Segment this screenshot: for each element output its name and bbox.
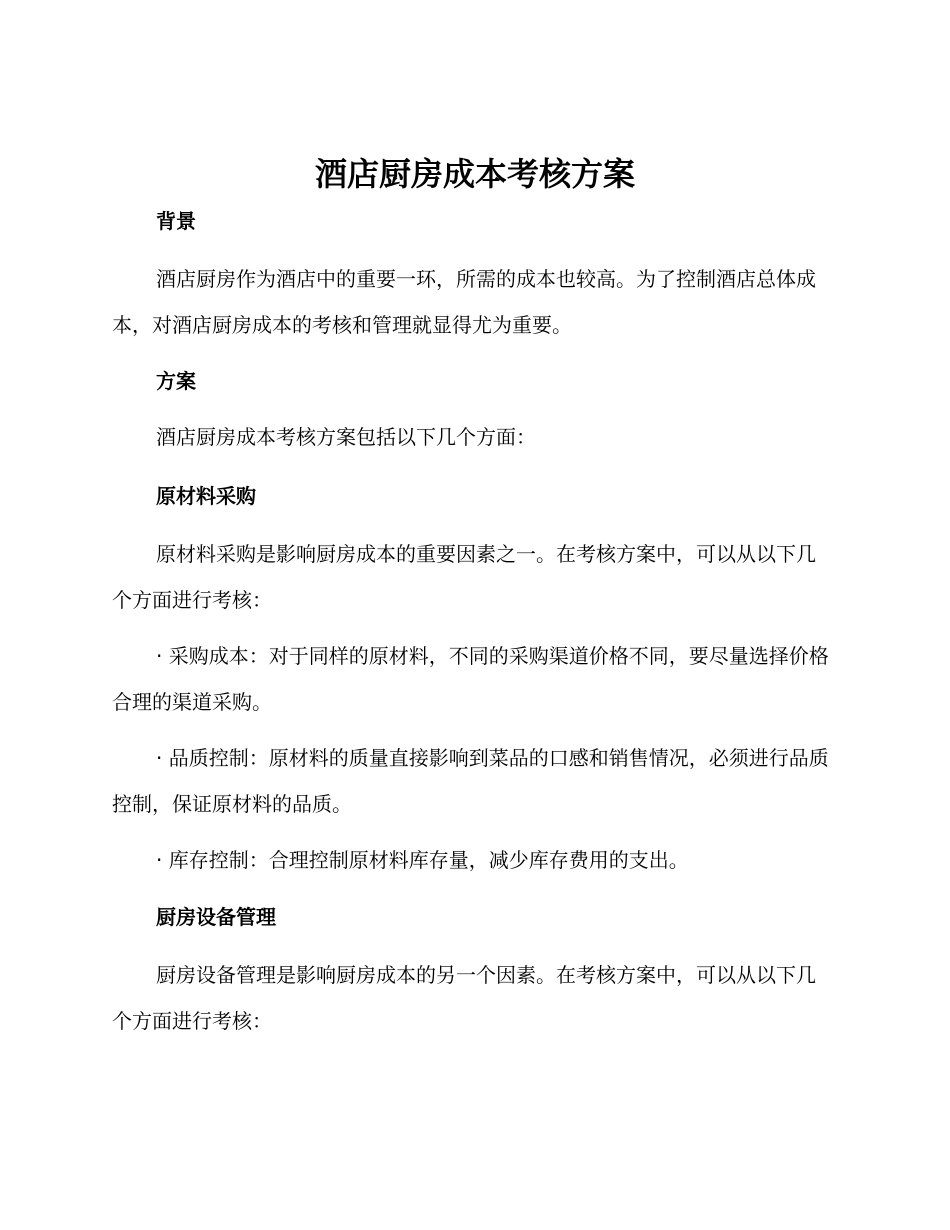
section-heading-raw-material-purchase: 原材料采购 [156, 484, 256, 508]
paragraph-plan-intro: 酒店厨房成本考核方案包括以下几个方面： [156, 425, 536, 449]
list-item-purchase-cost: · 采购成本：对于同样的原材料，不同的采购渠道价格不同，要尽量选择价格合理的渠道采购。 [112, 644, 829, 714]
list-item-inventory-control: · 库存控制：合理控制原材料库存量，减少库存费用的支出。 [156, 848, 689, 872]
paragraph-raw-material-purchase: 原材料采购是影响厨房成本的重要因素之一。在考核方案中，可以从以下几个方面进行考核： [112, 542, 816, 612]
paragraph-background: 酒店厨房作为酒店中的重要一环，所需的成本也较高。为了控制酒店总体成本，对酒店厨房成本的考核和管理就显得尤为重要。 [112, 267, 816, 337]
document-title: 酒店厨房成本考核方案 [314, 155, 635, 193]
paragraph-kitchen-equipment: 厨房设备管理是影响厨房成本的另一个因素。在考核方案中，可以从以下几个方面进行考核： [112, 963, 816, 1033]
section-heading-background: 背景 [156, 209, 196, 233]
section-heading-kitchen-equipment: 厨房设备管理 [156, 905, 276, 929]
list-item-quality-control: · 品质控制：原材料的质量直接影响到菜品的口感和销售情况，必须进行品质控制，保证原材料的品质。 [112, 746, 829, 816]
section-heading-plan: 方案 [156, 369, 196, 393]
